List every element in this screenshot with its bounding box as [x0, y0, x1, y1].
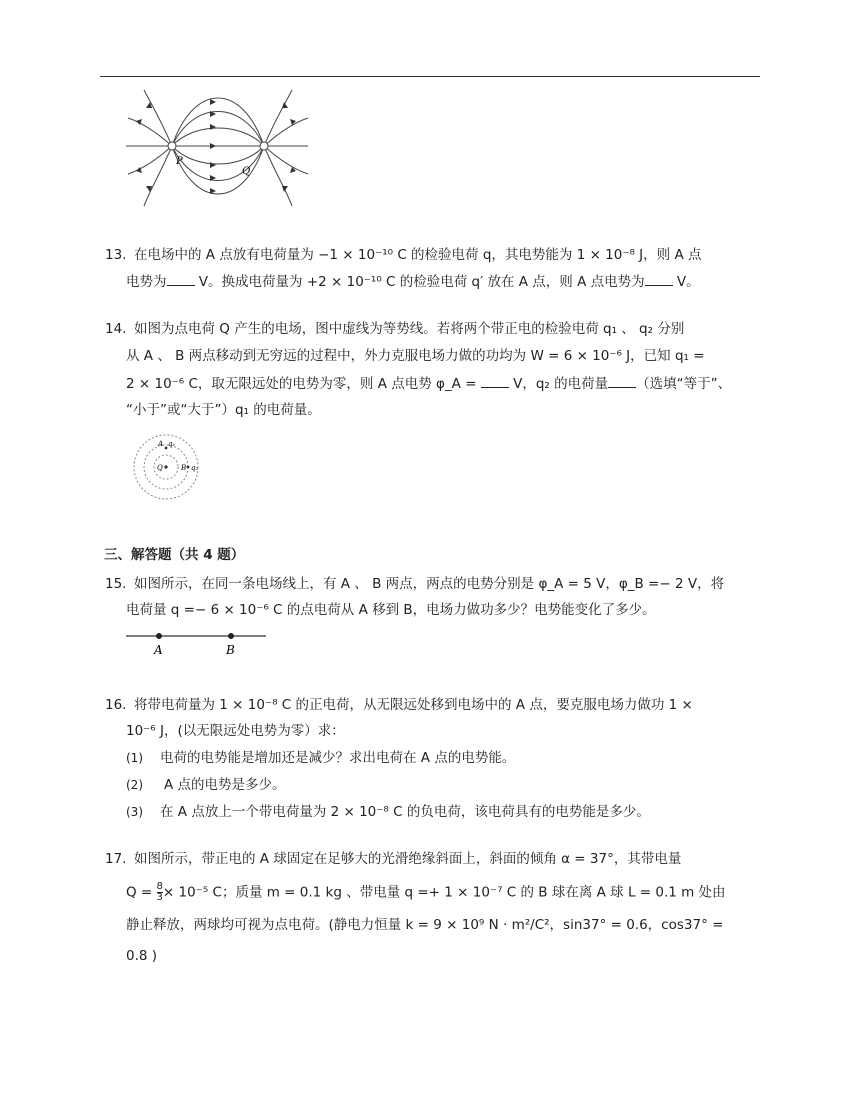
q16-sub2: A 点的电势是多少。	[164, 777, 286, 793]
equip-label-q: Q	[157, 464, 163, 472]
section-heading: 三、解答题（共 4 题）	[104, 547, 245, 563]
q15-line2: 电荷量 q =− 6 × 10⁻⁶ C 的点电荷从 A 移到 B，电场力做功多少？电势能变化了多少。	[126, 602, 656, 618]
q13-blank-2[interactable]	[645, 271, 673, 286]
q17-line1: 如图所示，带正电的 A 球固定在足够大的光滑绝缘斜面上，斜面的倾角 α = 37°，其带电量	[134, 851, 682, 867]
fraction-numerator: 8	[156, 881, 163, 892]
line-label-a: A	[154, 643, 163, 657]
q17-line4: 0.8 )	[126, 948, 158, 964]
q14-line3-a: 2 × 10⁻⁶ C，取无限远处的电势为零，则 A 点电势 φ_A =	[126, 376, 477, 392]
q16-sub3-num: (3)	[126, 805, 143, 819]
q16-sub1: 电荷的电势能是增加还是减少？求出电荷在 A 点的电势能。	[160, 750, 516, 766]
q13-line1: 在电场中的 A 点放有电荷量为 −1 × 10⁻¹⁰ C 的检验电荷 q，其电势能为 1 × 10⁻⁸ J，则 A 点	[134, 247, 702, 263]
equip-label-q1: q₁	[168, 440, 176, 448]
equip-label-a: A	[158, 440, 164, 448]
fraction-denominator: 3	[156, 892, 163, 903]
header-rule	[100, 76, 760, 77]
q17-line2-a: Q =	[126, 884, 153, 901]
q15-number: 15.	[105, 576, 127, 592]
q15-line1: 如图所示，在同一条电场线上，有 A 、 B 两点，两点的电势分别是 φ_A = 5 V，φ_B =− 2 V，将	[134, 576, 725, 592]
q16-line2: 10⁻⁶ J，(以无限远处电势为零）求：	[126, 723, 345, 739]
q13-line2-b: V。换成电荷量为 +2 × 10⁻¹⁰ C 的检验电荷 q′ 放在 A 点，则 A 点电势为	[194, 274, 645, 290]
q14-line4: “小于”或“大于”）q₁ 的电荷量。	[126, 402, 321, 418]
equipotential-figure	[130, 434, 210, 500]
q13-line2	[126, 271, 700, 292]
field-lines-figure	[124, 88, 310, 212]
q14-blank-1[interactable]	[481, 373, 509, 388]
equip-label-q2: q₂	[191, 464, 199, 472]
q16-sub2-num: (2)	[126, 778, 143, 792]
q14-line3-c: （选填“等于”、	[636, 376, 732, 392]
q14-line1: 如图为点电荷 Q 产生的电场，图中虚线为等势线。若将两个带正电的检验电荷 q₁ 、 q₂ 分别	[134, 321, 685, 337]
q16-number: 16.	[105, 697, 127, 713]
q17-line2	[126, 882, 726, 903]
equip-label-b: B	[181, 464, 187, 472]
q14-line3-b: V，q₂ 的电荷量	[508, 376, 609, 392]
field-label-q: Q	[242, 166, 251, 177]
q14-blank-2[interactable]	[608, 373, 636, 388]
q13-line2-a: 电势为	[126, 274, 167, 290]
q17-number: 17.	[105, 851, 127, 867]
field-label-p: P	[176, 156, 183, 167]
line-ab-figure	[126, 628, 268, 658]
q13-line2-c: V。	[672, 274, 700, 290]
q16-line1: 将带电荷量为 1 × 10⁻⁸ C 的正电荷，从无限远处移到电场中的 A 点，要克服电场力做功 1 ×	[134, 697, 693, 713]
q17-line3: 静止释放，两球均可视为点电荷。(静电力恒量 k = 9 × 10⁹ N · m²/C²，sin37° = 0.6，cos37° =	[126, 917, 724, 933]
q17-line2-b: × 10⁻⁵ C；质量 m = 0.1 kg 、带电量 q =+ 1 × 10⁻⁷ C 的 B 球在离 A 球 L = 0.1 m 处由	[162, 884, 726, 901]
q16-sub1-num: (1)	[126, 751, 143, 765]
q13-number: 13.	[105, 247, 127, 263]
line-label-b: B	[226, 643, 235, 657]
q14-line2: 从 A 、 B 两点移动到无穷远的过程中，外力克服电场力做的功均为 W = 6 × 10⁻⁶ J，已知 q₁ =	[126, 348, 705, 364]
q16-sub3: 在 A 点放上一个带电荷量为 2 × 10⁻⁸ C 的负电荷，该电荷具有的电势能是多少。	[160, 804, 650, 820]
q14-line3	[126, 373, 731, 394]
q14-number: 14.	[105, 321, 127, 337]
q13-blank-1[interactable]	[167, 271, 195, 286]
